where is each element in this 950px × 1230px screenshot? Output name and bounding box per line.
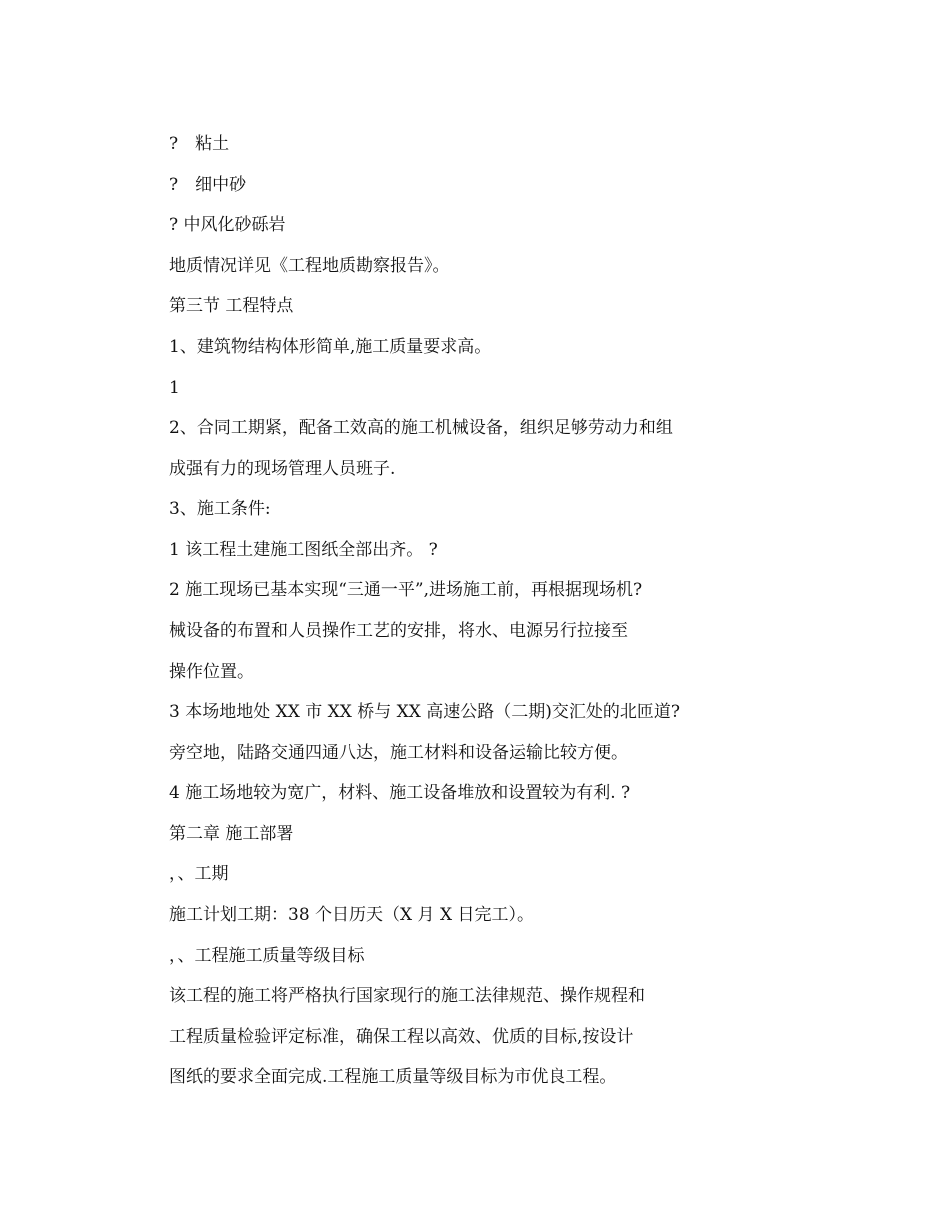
list-item-weathered-rock: ? 中风化砂砾岩 bbox=[169, 215, 286, 235]
condition-item-3-line-1: 3 本场地地处 XX 市 XX 桥与 XX 高速公路（二期)交汇处的北匝道? bbox=[169, 702, 681, 722]
condition-item-1: 1 该工程土建施工图纸全部出齐。 ? bbox=[169, 540, 438, 560]
feature-item-1: 1、建筑物结构体形简单,施工质量要求高。 bbox=[169, 337, 492, 357]
condition-item-2-line-1: 2 施工现场已基本实现“三通一平”,进场施工前，再根据现场机? bbox=[169, 580, 643, 600]
chapter-heading-deployment: 第二章 施工部署 bbox=[169, 824, 294, 844]
feature-item-3-heading: 3、施工条件: bbox=[169, 499, 271, 519]
quality-paragraph-line-2: 工程质量检验评定标准，确保工程以高效、优质的目标,按设计 bbox=[169, 1027, 634, 1047]
section-heading-features: 第三节 工程特点 bbox=[169, 296, 294, 316]
condition-item-2-line-2: 械设备的布置和人员操作工艺的安排，将水、电源另行拉接至 bbox=[169, 621, 628, 641]
list-item-fine-sand: ? 细中砂 bbox=[169, 175, 247, 195]
feature-item-2-line-2: 成强有力的现场管理人员班子. bbox=[169, 459, 396, 479]
condition-item-3-line-2: 旁空地，陆路交通四通八达，施工材料和设备运输比较方便。 bbox=[169, 743, 628, 763]
subheading-quality-goal: ，、工程施工质量等级目标 bbox=[169, 946, 365, 966]
condition-item-2-line-3: 操作位置。 bbox=[169, 662, 254, 682]
list-item-clay: ? 粘土 bbox=[169, 134, 230, 154]
quality-paragraph-line-3: 图纸的要求全面完成.工程施工质量等级目标为市优良工程。 bbox=[169, 1067, 617, 1087]
condition-item-4: 4 施工场地较为宽广，材料、施工设备堆放和设置较为有利. ? bbox=[169, 783, 631, 803]
schedule-text: 施工计划工期：38 个日历天（X 月 X 日完工）。 bbox=[169, 905, 534, 925]
geology-reference-text: 地质情况详见《工程地质勘察报告》。 bbox=[169, 256, 450, 276]
subheading-schedule: ，、工期 bbox=[169, 864, 229, 884]
quality-paragraph-line-1: 该工程的施工将严格执行国家现行的施工法律规范、操作规程和 bbox=[169, 986, 645, 1006]
page-number: 1 bbox=[169, 378, 180, 398]
feature-item-2-line-1: 2、合同工期紧，配备工效高的施工机械设备，组织足够劳动力和组 bbox=[169, 418, 673, 438]
